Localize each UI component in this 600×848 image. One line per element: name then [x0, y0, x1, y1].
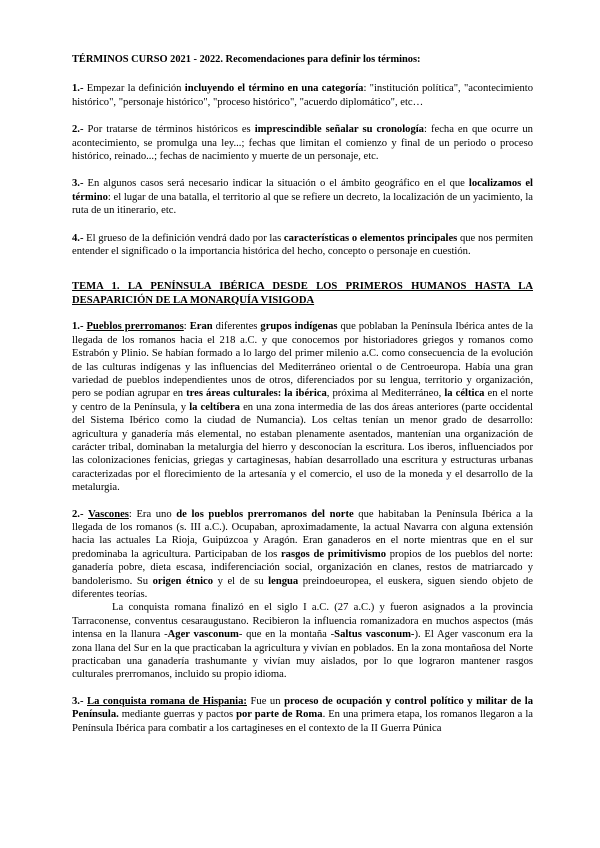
- recommendation-3: [72, 177, 533, 217]
- term-pueblos-prerromanos: [72, 320, 533, 494]
- recommendation-text: En algunos casos será necesario indicar la situación o el ámbito geográfico en el que: [83, 178, 469, 190]
- term-emphasis: rasgos de primitivismo: [280, 548, 387, 560]
- term-text: preindoeuropea, el euskera, siguen siendo objeto de diferentes teorías.: [72, 575, 534, 600]
- recommendation-text: Por tratarse de términos históricos es: [83, 124, 255, 136]
- term-heading: Vascones: [88, 508, 129, 520]
- term-text: en el norte y centro de la Península, y: [72, 388, 534, 413]
- term-emphasis: Saltus vasconum-: [334, 629, 415, 641]
- term-number: 2.-: [72, 508, 84, 520]
- term-emphasis: origen étnico: [152, 575, 214, 587]
- term-emphasis: tres áreas culturales: la ibérica: [186, 388, 327, 400]
- term-text: que poblaban la Península Ibérica antes de la llegada de los romanos hacia el 218 a.C. y que conocemos por historiadores griegos y romanos como Estrabón y Plinio. Se habían formado a lo largo del primer milenio a.C. como consecuencia de la evolución de las culturas indígenas y las influencias del Mediterráneo oriental o de Centroeuropa. Había una gran variedad de pueblos independientes unos de otros, diferenciados por su lengua, territorio y organización, pero se podían agrupar en: [72, 321, 534, 400]
- term-emphasis: grupos indígenas: [260, 321, 338, 333]
- recommendation-text: Empezar la definición: [83, 83, 185, 95]
- recommendation-text: : "institución política", "acontecimiento histórico", "personaje histórico", "proceso histórico", "acuerdo diplomático", etc…: [72, 83, 533, 108]
- term-vascones: [72, 508, 533, 602]
- recommendation-emphasis: imprescindible señalar su cronología: [254, 124, 424, 136]
- term-text: diferentes: [212, 321, 261, 333]
- recommendation-number: 3.-: [72, 178, 84, 190]
- recommendation-text: que nos permiten entender el significado o la importancia histórica del hecho, concepto o personaje en cuestión.: [72, 232, 533, 258]
- term-heading: Pueblos prerromanos: [86, 321, 184, 333]
- term-number: 3.-: [72, 695, 84, 707]
- term-text: en una zona intermedia de las dos áreas anteriores (parte occidental del Sistema Ibérico como la ciudad de Numancia). Los celtas tenían un menor grado de desarrollo: agricultura y ganadería más elemental, no estaban plenamente asentados, mantenían una organización de carácter tribal, dominaban la metalurgia del hierro y desconocían la escritura. Los iberos, influenciados por las colonizaciones fenicias, griegas y cartaginesas, habían desarrollado una escritura y estructuras urbanas caracterizadas por el florecimiento de la artesanía y el comercio, el uso de la moneda y el desarrollo de la metalurgia.: [72, 401, 533, 494]
- term-text: : Era uno: [128, 508, 177, 520]
- section-title: TEMA 1. LA PENÍNSULA IBÉRICA DESDE LOS PRIMEROS HUMANOS HASTA LA DESAPARICIÓN DE LA MONARQUÍA VISIGODA: [72, 281, 533, 306]
- term-text: ). El Ager vasconum era la zona llana del Sur en la que practicaban la agricultura y vivían en poblados. En la zona montañosa del Norte practicaban una ganadería trashumante y vivían muy aislados, por lo que lograron mantener rasgos culturales prerromanos, incluido su propio idioma.: [72, 629, 533, 681]
- term-emphasis: Ager vasconum: [167, 629, 239, 641]
- recommendation-1: [72, 82, 533, 109]
- term-text: :: [183, 321, 190, 333]
- term-text: propios de los pueblos del norte: ganadería pobre, dieta escasa, indiferenciación social, organización en clanes, restos de matriarcado y bandolerismo. Su: [72, 548, 533, 587]
- term-text: - que en la montaña -: [238, 629, 335, 641]
- term-text: mediante guerras y pactos: [118, 709, 237, 721]
- recommendation-emphasis: localizamos el término: [72, 178, 533, 203]
- term-text: Fue un: [246, 695, 285, 707]
- term-conquista-romana: [72, 695, 533, 735]
- term-text: La conquista romana finalizó en el siglo I a.C. (27 a.C.) y fueron asignados a la provincia Tarraconense, conventus cesaraugustano. Recibieron la influencia romanizadora en muchos aspectos (más intensa en la llanura -: [72, 602, 533, 641]
- term-heading: La conquista romana de Hispania:: [87, 695, 247, 707]
- recommendation-2: [72, 123, 533, 163]
- recommendation-emphasis: incluyendo el término en una categoría: [184, 83, 364, 95]
- term-text: . En una primera etapa, los romanos llegaron a la Península Ibérica para combatir a los cartagineses en el contexto de la II Guerra Púnica: [72, 709, 533, 734]
- recommendation-text: : el lugar de una batalla, el territorio al que se refiere un decreto, la localización de un yacimiento, la ruta de un itinerario, etc.: [72, 191, 533, 217]
- term-emphasis: de los pueblos prerromanos del norte: [176, 508, 354, 520]
- term-text: y el de su: [213, 575, 269, 587]
- term-vascones-continued: [72, 601, 533, 681]
- term-emphasis: la celtíbera: [189, 401, 240, 413]
- recommendation-number: 4.-: [72, 232, 84, 244]
- recommendation-number: 2.-: [72, 124, 84, 136]
- document-title: [72, 53, 533, 66]
- term-text: , próxima al Mediterráneo,: [326, 388, 445, 400]
- document-body: [72, 53, 533, 748]
- term-emphasis: por parte de Roma: [236, 709, 323, 721]
- term-number: 1.-: [72, 321, 84, 333]
- term-emphasis: la céltica: [444, 388, 485, 400]
- term-text: que habitaban la Península Ibérica a la llegada de los romanos (s. III a.C.). Ocupaban, aproximadamente, la actual Navarra con alguna extensión hacia las actuales La Rioja, Guipúzcoa y Aragón. Eran ganaderos en el norte mientras que en el sur predominaba la agricultura. Participaban de los: [72, 508, 534, 560]
- term-emphasis: lengua: [268, 575, 299, 587]
- recommendation-emphasis: características o elementos principales: [283, 232, 458, 244]
- recommendation-4: [72, 232, 533, 259]
- term-emphasis: proceso de ocupación y control político y militar de la Península.: [72, 695, 534, 721]
- document-title-text: TÉRMINOS CURSO 2021 - 2022. Recomendaciones para definir los términos:: [72, 54, 421, 65]
- recommendation-text: : fecha en que ocurre un acontecimiento, se promulga una ley...; fechas que limitan el comienzo y final de un periodo o proceso histórico, reinado...; fechas de nacimiento y muerte de un personaje, etc.: [72, 124, 533, 163]
- term-emphasis: Eran: [189, 321, 213, 333]
- recommendation-number: 1.-: [72, 83, 84, 95]
- recommendation-text: El grueso de la definición vendrá dado por las: [83, 232, 284, 244]
